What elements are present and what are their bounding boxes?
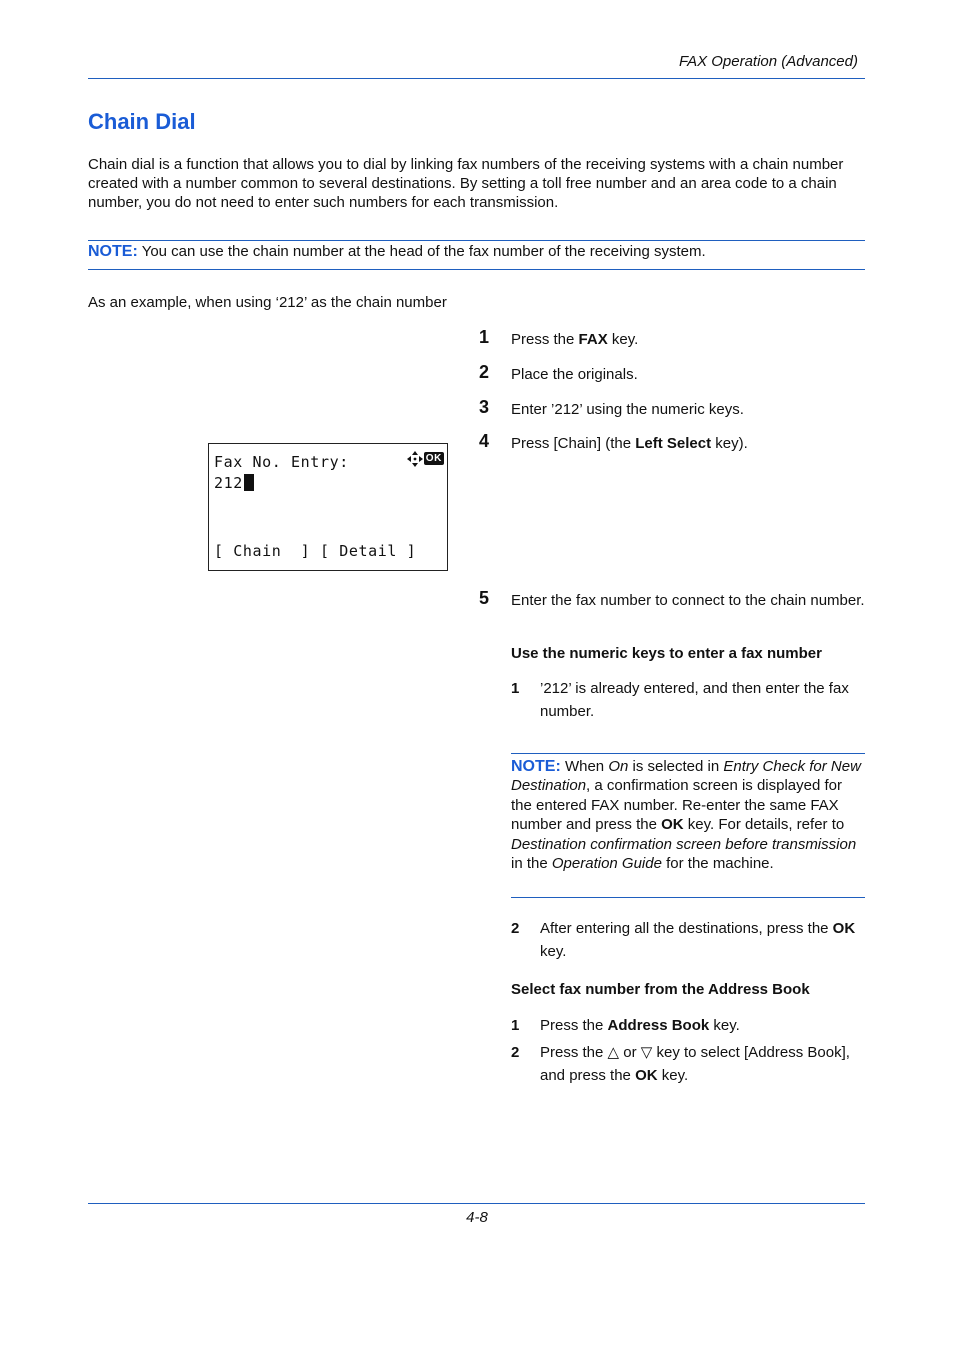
substep-text: Press the Address Book key.	[540, 1017, 740, 1034]
up-triangle-icon: △	[607, 1044, 620, 1061]
running-header: FAX Operation (Advanced)	[679, 53, 858, 70]
lcd-screen	[208, 443, 448, 571]
text-cursor	[244, 474, 254, 491]
note2-label: NOTE:	[511, 758, 561, 775]
lcd-line-1: Fax No. Entry:	[214, 453, 349, 471]
step-text: Press the FAX key.	[511, 331, 639, 348]
lcd-softkeys: [ Chain ] [ Detail ]	[214, 542, 417, 560]
four-way-arrow-icon	[407, 451, 423, 467]
step-number: 4	[479, 431, 490, 451]
note-bottom-rule	[88, 269, 865, 270]
substep-text: After entering all the destinations, press the OK key.	[540, 920, 856, 960]
step-text: Enter ’212’ using the numeric keys.	[511, 401, 744, 418]
step-text: Press [Chain] (the Left Select key).	[511, 435, 748, 452]
note2-bottom-rule	[511, 897, 865, 898]
substep-number: 1	[511, 1017, 520, 1034]
step-number: 3	[479, 397, 490, 417]
page-number: 4-8	[466, 1209, 488, 1226]
section-heading: Chain Dial	[88, 109, 196, 134]
substep-number: 2	[511, 920, 520, 937]
intro-paragraph: Chain dial is a function that allows you to dial by linking fax numbers of the receiving systems with a chain number created with a number common to several destinations. By setting a toll free number and an area code to a chain number, you do not need to enter such numbers for each transmission.	[88, 156, 844, 211]
step-text: Place the originals.	[511, 366, 638, 383]
step-number: 1	[479, 327, 490, 347]
step-number: 2	[479, 362, 490, 382]
note-label: NOTE:	[88, 243, 138, 260]
step-text: Enter the fax number to connect to the chain number.	[511, 592, 865, 609]
note-box	[88, 243, 865, 261]
lcd-line-2: 212	[214, 474, 254, 492]
note2-top-rule	[511, 753, 865, 754]
example-text: As an example, when using ‘212’ as the chain number	[88, 294, 447, 311]
down-triangle-icon: ▽	[640, 1044, 653, 1061]
substep-text: Press the △ or ▽ key to select [Address Book], and press the OK key.	[540, 1044, 850, 1084]
note-text: You can use the chain number at the head of the fax number of the receiving system.	[141, 243, 706, 260]
numeric-keys-heading: Use the numeric keys to enter a fax number	[511, 645, 822, 662]
note-top-rule	[88, 240, 865, 241]
footer-rule	[88, 1203, 865, 1204]
ok-icon: OK	[425, 453, 442, 464]
header-rule	[88, 78, 865, 79]
substep-text: ’212’ is already entered, and then enter the fax number.	[540, 680, 849, 720]
step-number: 5	[479, 588, 490, 608]
substep-number: 1	[511, 680, 520, 697]
note2-box: NOTE: When On is selected in Entry Check for New Destination, a confirmation screen is displayed for the entered FAX number. Re-enter the same FAX number and press the OK key. For details, refer to Destination confirmation screen before transmission in the Operation Guide for the machine.	[511, 758, 861, 873]
address-book-heading: Select fax number from the Address Book	[511, 981, 810, 998]
substep-number: 2	[511, 1044, 520, 1061]
